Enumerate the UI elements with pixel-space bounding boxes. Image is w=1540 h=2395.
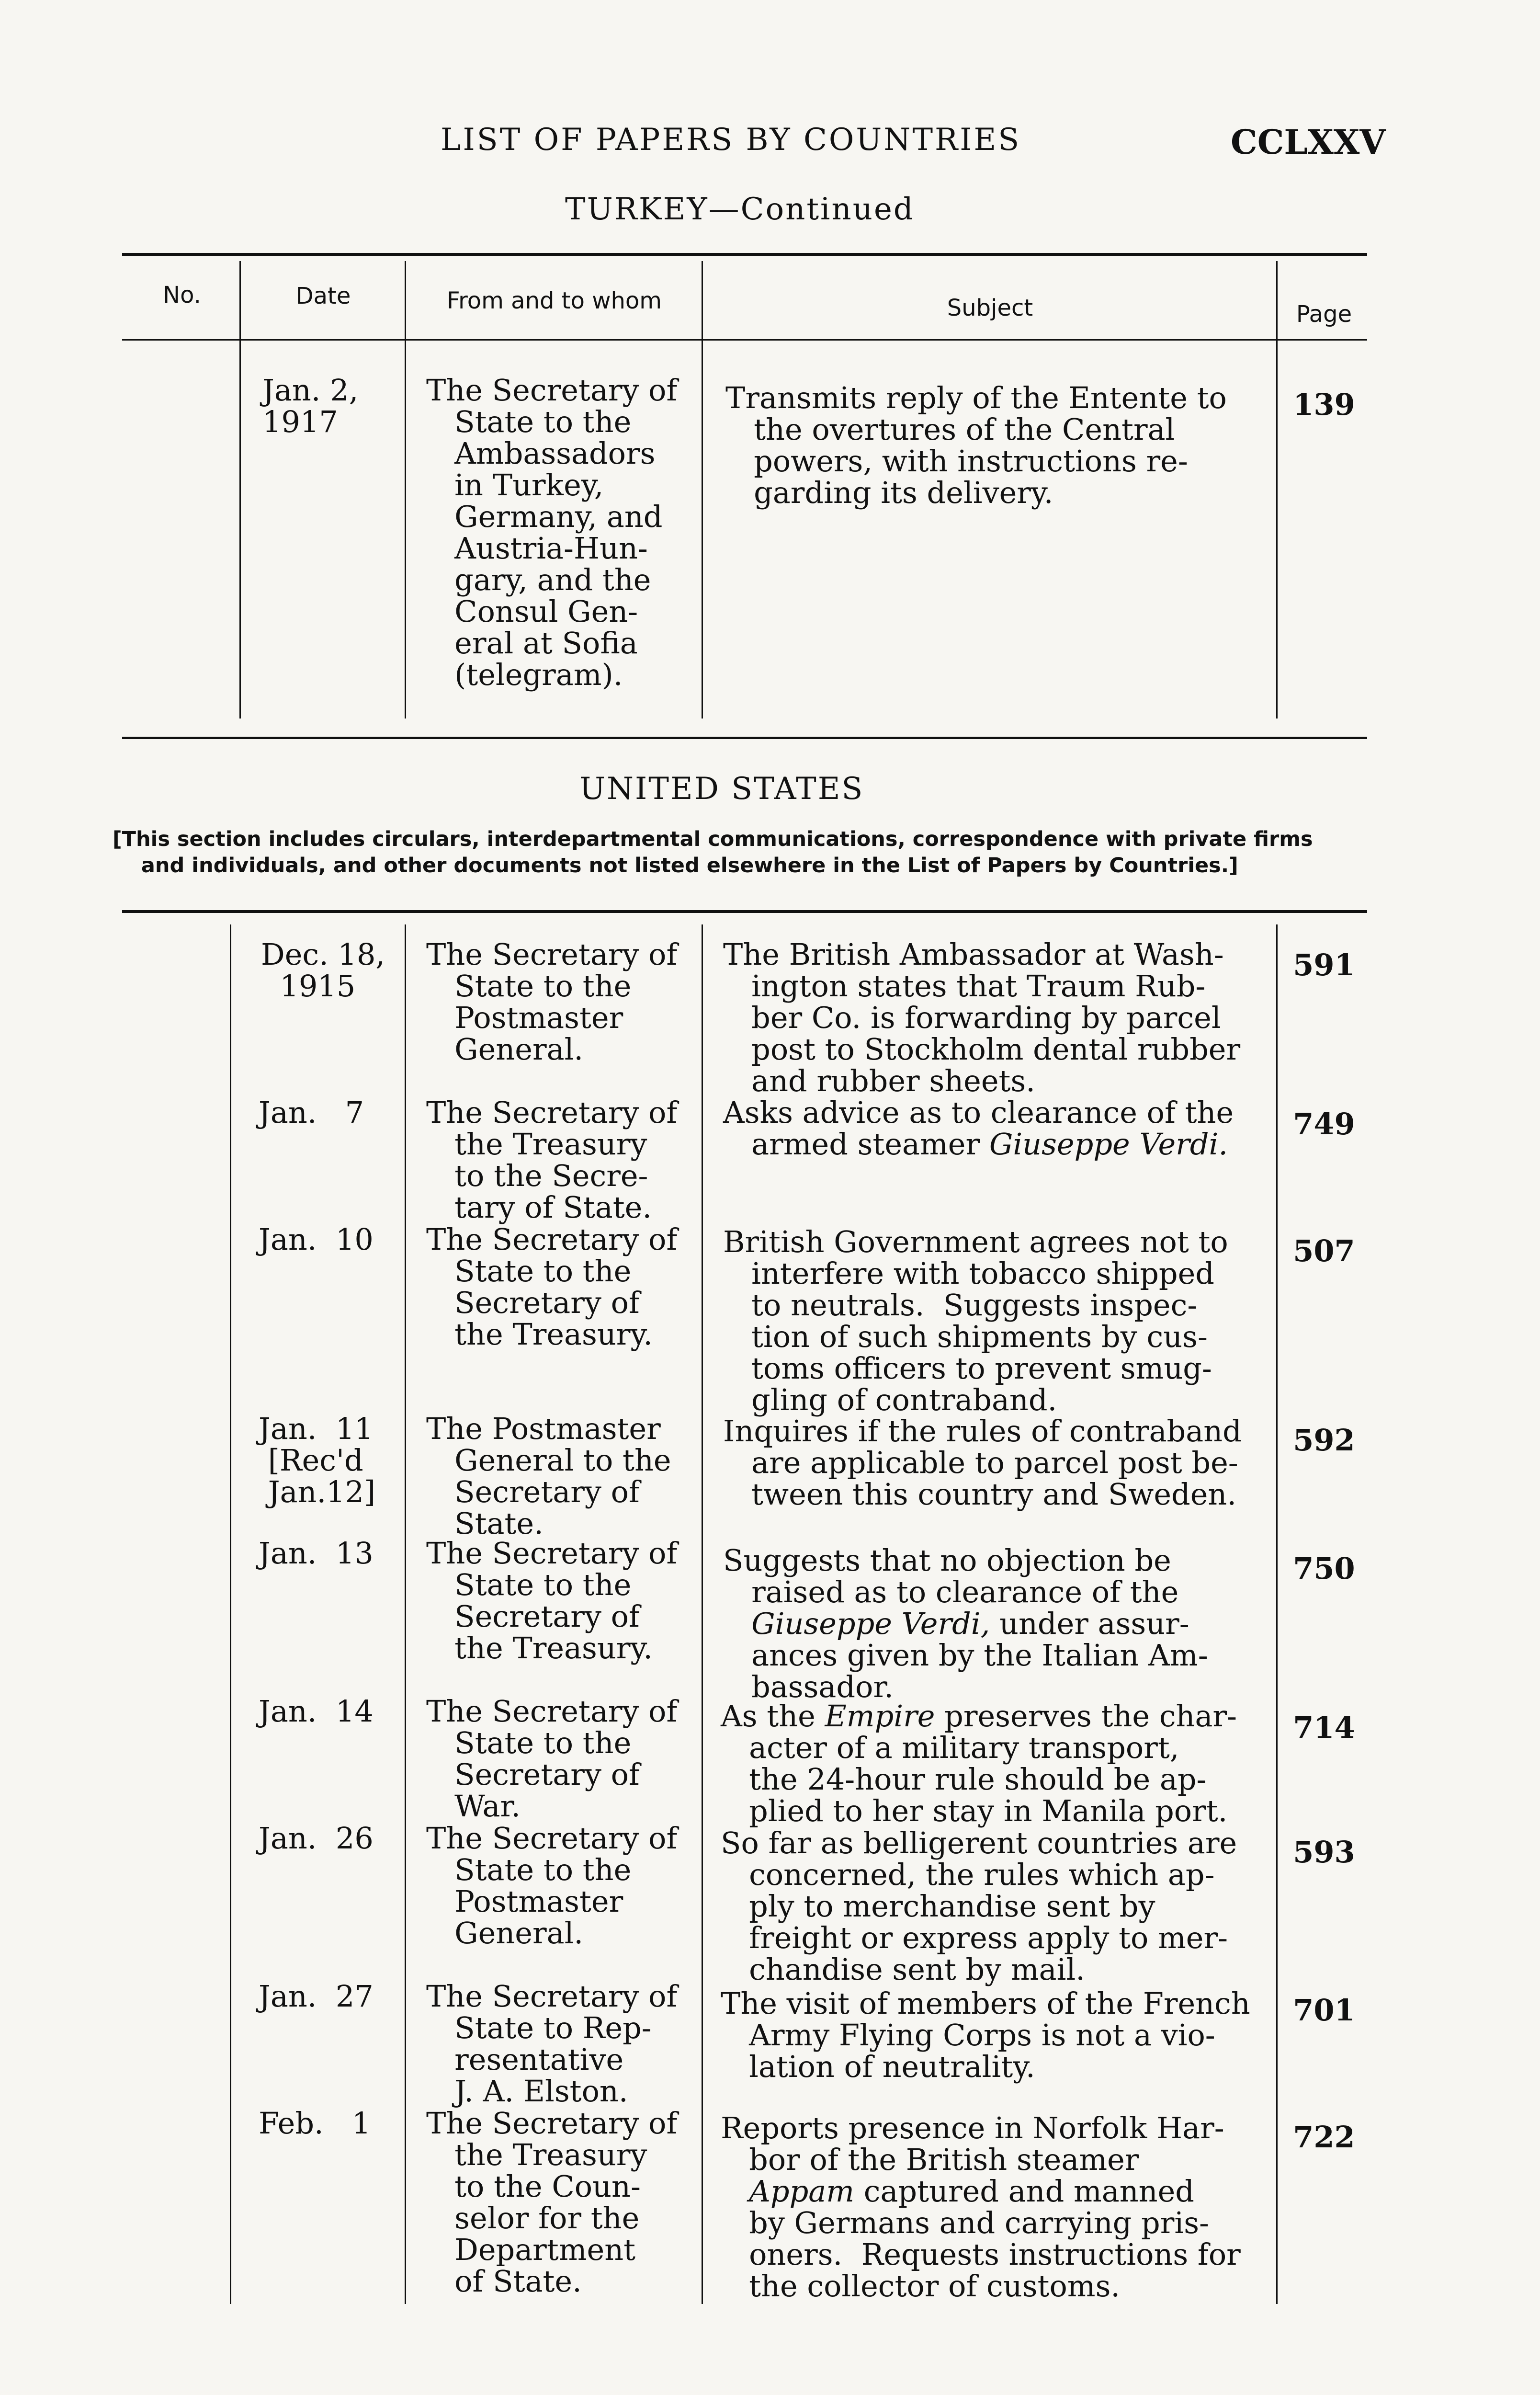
- us-row-subject: The visit of members of the French Army Flying Corps is not a vio- lation of neutrality.: [721, 1986, 1250, 2084]
- us-row-page: 722: [1293, 2120, 1355, 2155]
- turkey-row-date: Jan. 2, 1917: [262, 373, 359, 439]
- column-divider: [1276, 261, 1278, 718]
- column-header-page: Page: [1296, 301, 1352, 328]
- column-header-no: No.: [163, 282, 201, 308]
- us-row-subject: So far as belligerent countries are concerned, the rules which ap- ply to merchandise sent by freight or express apply to mer- chandise sent by mail.: [721, 1825, 1237, 1987]
- united-states-section-title: UNITED STATES: [579, 771, 864, 807]
- us-row-page: 593: [1293, 1835, 1355, 1870]
- us-row-from-to: The Secretary of State to the Secretary of the Treasury.: [426, 1222, 678, 1352]
- column-divider: [702, 261, 703, 718]
- turkey-row-from-to: The Secretary of State to the Ambassadors in Turkey, Germany, and Austria-Hun- gary, and the Consul Gen- eral at Sofia (telegram).: [426, 373, 678, 692]
- us-row-date: Jan. 27: [259, 1979, 374, 2014]
- turkey-row-page: 139: [1293, 387, 1355, 422]
- us-row-subject: Asks advice as to clearance of the armed steamer Giuseppe Verdi.: [723, 1095, 1234, 1162]
- us-row-subject: British Government agrees not to interfere with tobacco shipped to neutrals. Suggests inspec- tion of such shipments by cus- toms officers to prevent smug- gling of contraband.: [723, 1224, 1228, 1417]
- column-divider: [230, 924, 231, 2304]
- us-row-page: 714: [1293, 1710, 1355, 1745]
- column-header-from-to: From and to whom: [447, 287, 662, 314]
- us-row-from-to: The Secretary of State to the Secretary of the Treasury.: [426, 1536, 678, 1665]
- us-row-date: Jan. 11 [Rec'd Jan.12]: [259, 1411, 376, 1509]
- column-header-date: Date: [295, 283, 351, 309]
- us-row-subject: Suggests that no objection be raised as to clearance of the Giuseppe Verdi, under assur- ances given by the Italian Am- bassador.: [723, 1543, 1208, 1704]
- us-row-page: 507: [1293, 1233, 1355, 1268]
- us-row-date: Jan. 26: [259, 1821, 374, 1856]
- table-bottom-rule: [122, 737, 1367, 739]
- us-row-date: Jan. 10: [259, 1222, 374, 1257]
- turkey-section-title: TURKEY—Continued: [565, 192, 915, 227]
- us-row-page: 592: [1293, 1423, 1355, 1458]
- us-row-subject: Reports presence in Norfolk Har- bor of the British steamer Appam captured and manned by Germans and carrying pris- oners. Requests instructions for the collector of customs.: [721, 2110, 1241, 2304]
- us-row-date: Dec. 18, 1915: [261, 937, 385, 1004]
- us-row-subject: The British Ambassador at Wash- ington states that Traum Rub- ber Co. is forwarding by parcel post to Stockholm dental rubber and rubber sheets.: [723, 937, 1241, 1098]
- table-top-rule: [122, 253, 1367, 256]
- column-divider: [702, 924, 703, 2304]
- column-header-subject: Subject: [947, 295, 1033, 321]
- us-row-page: 749: [1293, 1106, 1355, 1141]
- us-row-subject: Inquires if the rules of contraband are applicable to parcel post be- tween this country and Sweden.: [723, 1414, 1242, 1512]
- us-row-from-to: The Secretary of the Treasury to the Coun- selor for the Department of State.: [426, 2106, 678, 2299]
- us-row-from-to: The Secretary of the Treasury to the Secre- tary of State.: [426, 1095, 678, 1225]
- us-row-page: 701: [1293, 1993, 1355, 2028]
- us-row-date: Jan. 13: [259, 1536, 374, 1571]
- us-row-date: Jan. 14: [259, 1694, 374, 1729]
- us-row-from-to: The Secretary of State to the Secretary of War.: [426, 1694, 678, 1824]
- us-row-subject: As the Empire preserves the char- acter of a military transport, the 24-hour rule should be ap- plied to her stay in Manila port.: [721, 1699, 1237, 1828]
- us-row-from-to: The Secretary of State to the Postmaster General.: [426, 1821, 678, 1950]
- column-divider: [405, 924, 406, 2304]
- column-divider: [1276, 924, 1278, 2304]
- us-table-top-rule: [122, 910, 1367, 913]
- united-states-note: [This section includes circulars, interdepartmental communications, correspondence with private firms and individuals, and other documents not listed elsewhere in the List of Papers by Countries.]: [113, 827, 1313, 878]
- us-row-page: 591: [1293, 947, 1355, 982]
- table-header-rule: [122, 339, 1367, 341]
- page-header-title: LIST OF PAPERS BY COUNTRIES: [441, 122, 1021, 158]
- us-row-date: Feb. 1: [259, 2106, 371, 2141]
- us-row-from-to: The Postmaster General to the Secretary of State.: [426, 1411, 671, 1541]
- turkey-row-subject: Transmits reply of the Entente to the overtures of the Central powers, with instructions re- garding its delivery.: [725, 380, 1227, 510]
- us-row-page: 750: [1293, 1551, 1355, 1586]
- us-row-date: Jan. 7: [259, 1095, 364, 1130]
- us-row-from-to: The Secretary of State to the Postmaster General.: [426, 937, 678, 1067]
- us-row-from-to: The Secretary of State to Rep- resentative J. A. Elston.: [426, 1979, 678, 2109]
- column-divider: [405, 261, 406, 718]
- page-folio: CCLXXV: [1231, 122, 1386, 162]
- column-divider: [239, 261, 241, 718]
